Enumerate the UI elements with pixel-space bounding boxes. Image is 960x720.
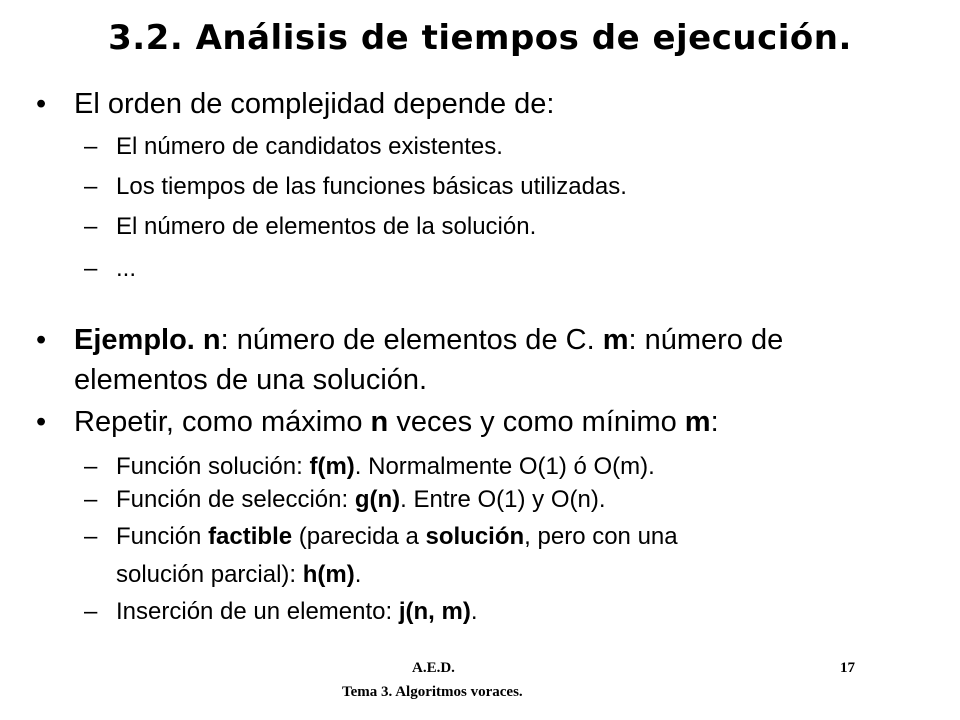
text-run: . Entre O(1) y O(n).: [400, 486, 606, 513]
slide-title: 3.2. Análisis de tiempos de ejecución.: [108, 18, 852, 58]
keyword: factible: [208, 523, 293, 550]
text-run: , pero con una: [524, 523, 678, 550]
dash-marker: –: [84, 133, 98, 160]
text-run: [195, 324, 203, 356]
formula: j(n, m): [398, 598, 471, 625]
var-n: n: [370, 406, 389, 438]
dash-marker: –: [84, 486, 98, 513]
dash-marker: –: [84, 213, 98, 240]
var-m: m: [602, 324, 629, 356]
sub-item-text: [116, 597, 478, 627]
keyword: solución: [425, 523, 525, 550]
text-run: Función solución:: [116, 453, 310, 480]
bullet-marker: •: [36, 324, 47, 356]
sub-item-text: El número de candidatos existentes.: [116, 133, 503, 160]
text-run: .: [354, 561, 362, 588]
sub-item-text: ...: [116, 255, 137, 282]
dash-marker: –: [84, 173, 98, 200]
text-run: Función de selección:: [116, 486, 355, 513]
bullet-marker: •: [36, 406, 47, 438]
bullet-marker: •: [36, 88, 47, 120]
text-run: :: [710, 406, 719, 438]
dash-marker: –: [84, 523, 98, 550]
example-label: Ejemplo.: [74, 324, 195, 356]
text-run: Repetir, como máximo: [74, 406, 371, 438]
dash-marker: –: [84, 255, 98, 282]
var-n: n: [202, 324, 221, 356]
sub-item-text: [116, 560, 361, 590]
dash-marker: –: [84, 598, 98, 625]
bullet-text: [74, 404, 719, 441]
text-run: (parecida a: [292, 523, 426, 550]
text-run: Inserción de un elemento:: [116, 598, 399, 625]
sub-item-text: El número de elementos de la solución.: [116, 213, 537, 240]
text-run: Función: [116, 523, 209, 550]
text-run: . Normalmente O(1) ó O(m).: [354, 453, 655, 480]
formula: f(m): [309, 453, 355, 480]
dash-marker: –: [84, 453, 98, 480]
formula: g(n): [354, 486, 401, 513]
formula: h(m): [302, 561, 355, 588]
sub-item-text: Los tiempos de las funciones básicas utilizadas.: [116, 173, 627, 200]
bullet-text: elementos de una solución.: [74, 364, 428, 396]
text-run: solución parcial):: [116, 561, 303, 588]
var-m: m: [684, 406, 711, 438]
bullet-text: El orden de complejidad depende de:: [74, 88, 555, 120]
sub-item-text: [116, 522, 678, 552]
footer-course: A.E.D.: [412, 660, 455, 676]
text-run: : número de: [628, 324, 784, 356]
sub-item-text: [116, 485, 606, 515]
footer-topic: Tema 3. Algoritmos voraces.: [342, 684, 523, 700]
bullet-text: [74, 322, 783, 359]
sub-item-text: [116, 452, 655, 482]
text-run: : número de elementos de C.: [220, 324, 603, 356]
text-run: veces y como mínimo: [388, 406, 685, 438]
text-run: .: [470, 598, 478, 625]
footer-page-number: 17: [840, 660, 855, 676]
